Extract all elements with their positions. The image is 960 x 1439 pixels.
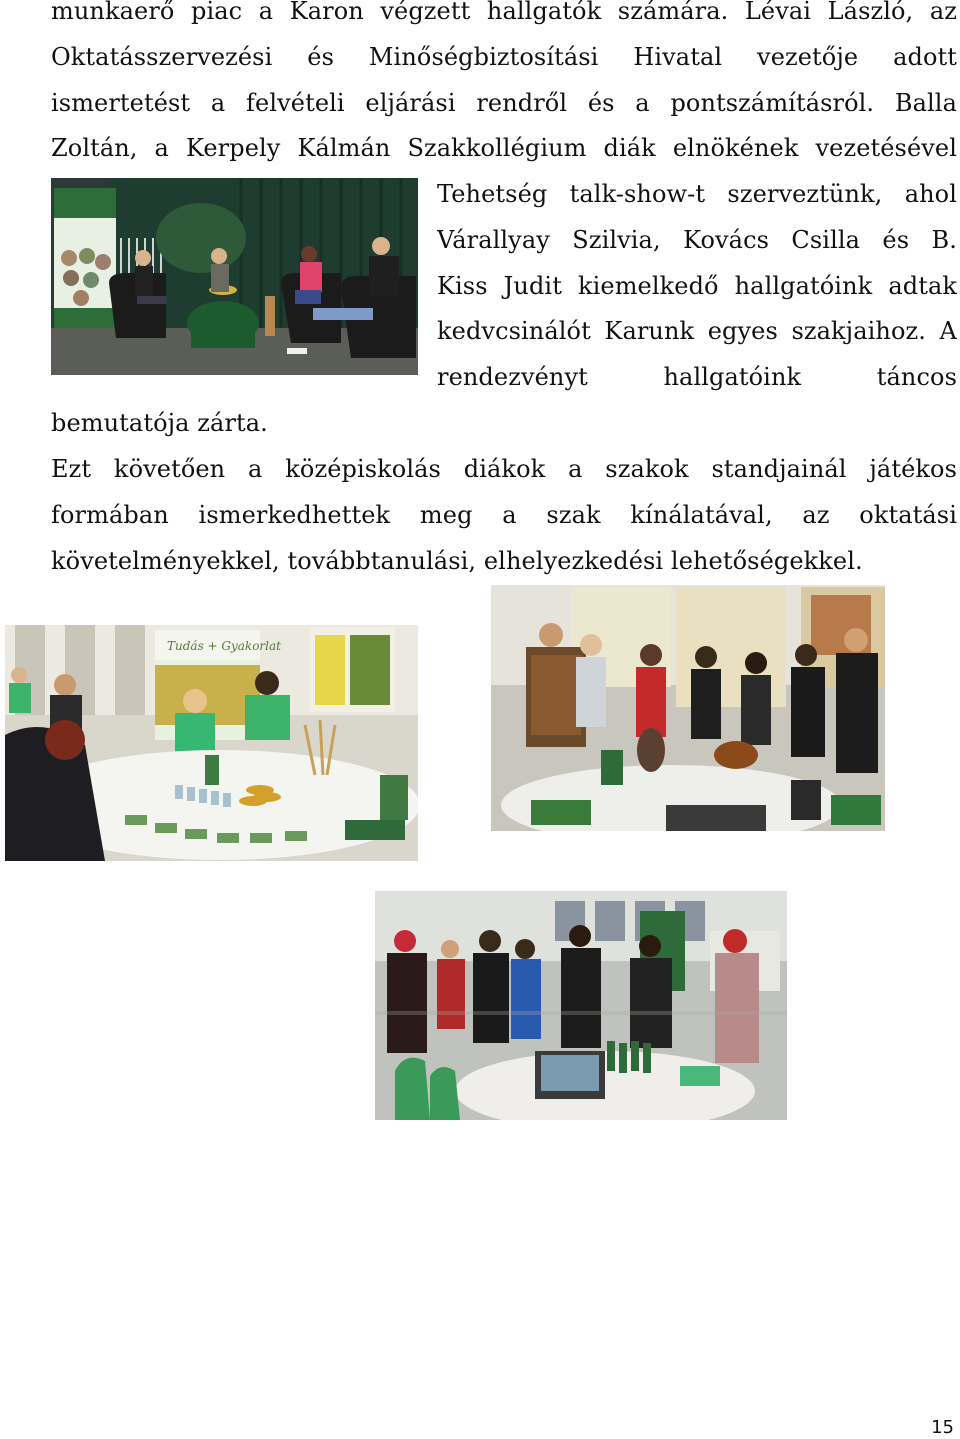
text-line: Oktatásszervezési és Minőségbiztosítási Hivatal vezetője adott bbox=[51, 43, 957, 71]
text-line: Kiss Judit kiemelkedő hallgatóink adtak bbox=[437, 272, 957, 300]
talk-show-photo bbox=[51, 178, 418, 375]
text-line: Várallyay Szilvia, Kovács Csilla és B. bbox=[437, 226, 957, 254]
stand-table-photo bbox=[5, 625, 418, 861]
text-line: Ezt követően a középiskolás diákok a szakok standjainál játékos bbox=[51, 455, 957, 483]
banner-text: Tudás + Gyakorlat bbox=[167, 639, 281, 653]
page-number: 15 bbox=[931, 1417, 954, 1438]
text-line: formában ismerkedhettek meg a szak kínálatával, az oktatási bbox=[51, 501, 957, 529]
text-line: Tehetség talk-show-t szerveztünk, ahol bbox=[437, 180, 957, 208]
text-line: kedvcsinálót Karunk egyes szakjaihoz. A bbox=[437, 317, 957, 345]
text-line: rendezvényt hallgatóink táncos bbox=[437, 363, 957, 391]
text-line: bemutatója zárta. bbox=[51, 409, 268, 437]
text-line: követelményekkel, továbbtanulási, elhelyezkedési lehetőségekkel. bbox=[51, 547, 863, 575]
text-line: munkaerő piac a Karon végzett hallgatók számára. Lévai László, az bbox=[51, 0, 957, 25]
crowd-stand-photo bbox=[375, 891, 787, 1120]
hunting-stand-photo bbox=[491, 585, 885, 831]
text-line: Zoltán, a Kerpely Kálmán Szakkollégium diák elnökének vezetésével bbox=[51, 134, 957, 162]
text-line: ismertetést a felvételi eljárási rendről és a pontszámításról. Balla bbox=[51, 89, 957, 117]
